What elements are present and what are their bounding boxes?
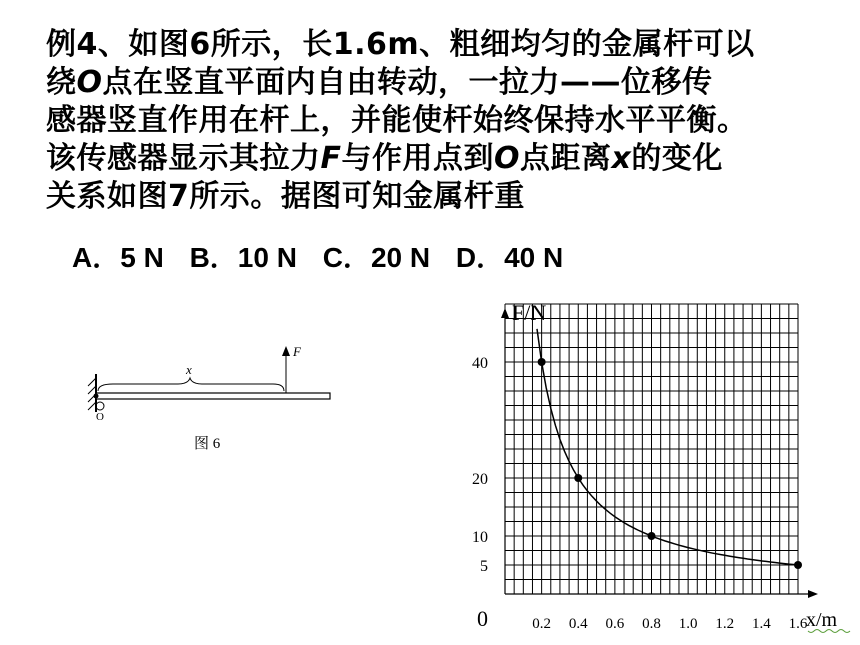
label-o: O <box>96 411 104 423</box>
figure-6-diagram <box>78 336 338 432</box>
answer-options <box>72 236 581 276</box>
x-tick-label: 1.4 <box>752 616 771 632</box>
x-tick-label: 1.0 <box>678 616 698 632</box>
problem-text <box>46 26 846 216</box>
text-segment: 感器竖直作用在杆上，并能使杆始终保持水平平衡。 <box>46 103 748 138</box>
text-segment: 与作用点到 <box>341 141 494 176</box>
x-tick-label: 0.6 <box>605 616 625 632</box>
y-tick-label: 20 <box>472 471 488 488</box>
x-brace <box>98 378 284 391</box>
symbol-f: F <box>320 141 342 176</box>
data-point <box>538 358 546 366</box>
y-tick-label: 5 <box>480 558 488 575</box>
problem-line-2 <box>46 64 846 102</box>
x-tick-label: 0.4 <box>568 616 588 632</box>
y-tick-label: 10 <box>472 529 488 546</box>
text-segment: 的变化 <box>631 141 723 176</box>
problem-line-3 <box>46 102 846 140</box>
text-segment: 关系如图7所示。据图可知金属杆重 <box>46 179 525 214</box>
problem-line-5 <box>46 178 846 216</box>
x-tick-label: 1.2 <box>715 616 735 632</box>
origin-label: 0 <box>477 606 488 631</box>
option-c[interactable]: C．20 N <box>322 242 431 273</box>
data-curve <box>537 329 798 565</box>
x-tick-label: 1.6 <box>788 616 808 632</box>
symbol-o: O <box>494 141 521 176</box>
symbol-o: O <box>76 65 103 100</box>
data-point <box>794 561 802 569</box>
text-segment: 点在竖直平面内自由转动，一拉力——位移传 <box>102 65 713 100</box>
y-tick-label: 40 <box>472 355 488 372</box>
text-segment: 点距离 <box>520 141 612 176</box>
option-b[interactable]: B．10 N <box>189 242 297 273</box>
x-tick-label: 0.2 <box>532 616 551 632</box>
option-d[interactable]: D．40 N <box>455 242 564 273</box>
problem-line-4 <box>46 140 846 178</box>
metal-rod <box>96 393 330 399</box>
x-tick-label: 0.8 <box>642 616 661 632</box>
x-axis-arrow <box>808 590 818 598</box>
force-arrow-head <box>282 346 290 356</box>
y-axis-label: F/N <box>512 300 547 325</box>
label-f: F <box>293 344 301 359</box>
pivot-circle <box>96 402 104 410</box>
text-segment: 例4、如图6所示，长1.6m、粗细均匀的金属杆可以 <box>46 27 755 62</box>
text-segment: 绕 <box>46 65 77 100</box>
text-segment: 该传感器显示其拉力 <box>46 141 321 176</box>
data-point <box>574 474 582 482</box>
figure-6-caption: 图 6 <box>194 436 221 452</box>
data-point <box>648 532 656 540</box>
label-x: x <box>186 362 192 377</box>
pivot-point <box>94 394 99 399</box>
symbol-x: x <box>611 141 632 176</box>
y-axis-arrow <box>501 308 509 318</box>
option-a[interactable]: A．5 N <box>72 242 164 273</box>
x-axis-label: x/m <box>806 609 838 631</box>
problem-line-1 <box>46 26 846 64</box>
figure-7-chart <box>460 290 860 640</box>
